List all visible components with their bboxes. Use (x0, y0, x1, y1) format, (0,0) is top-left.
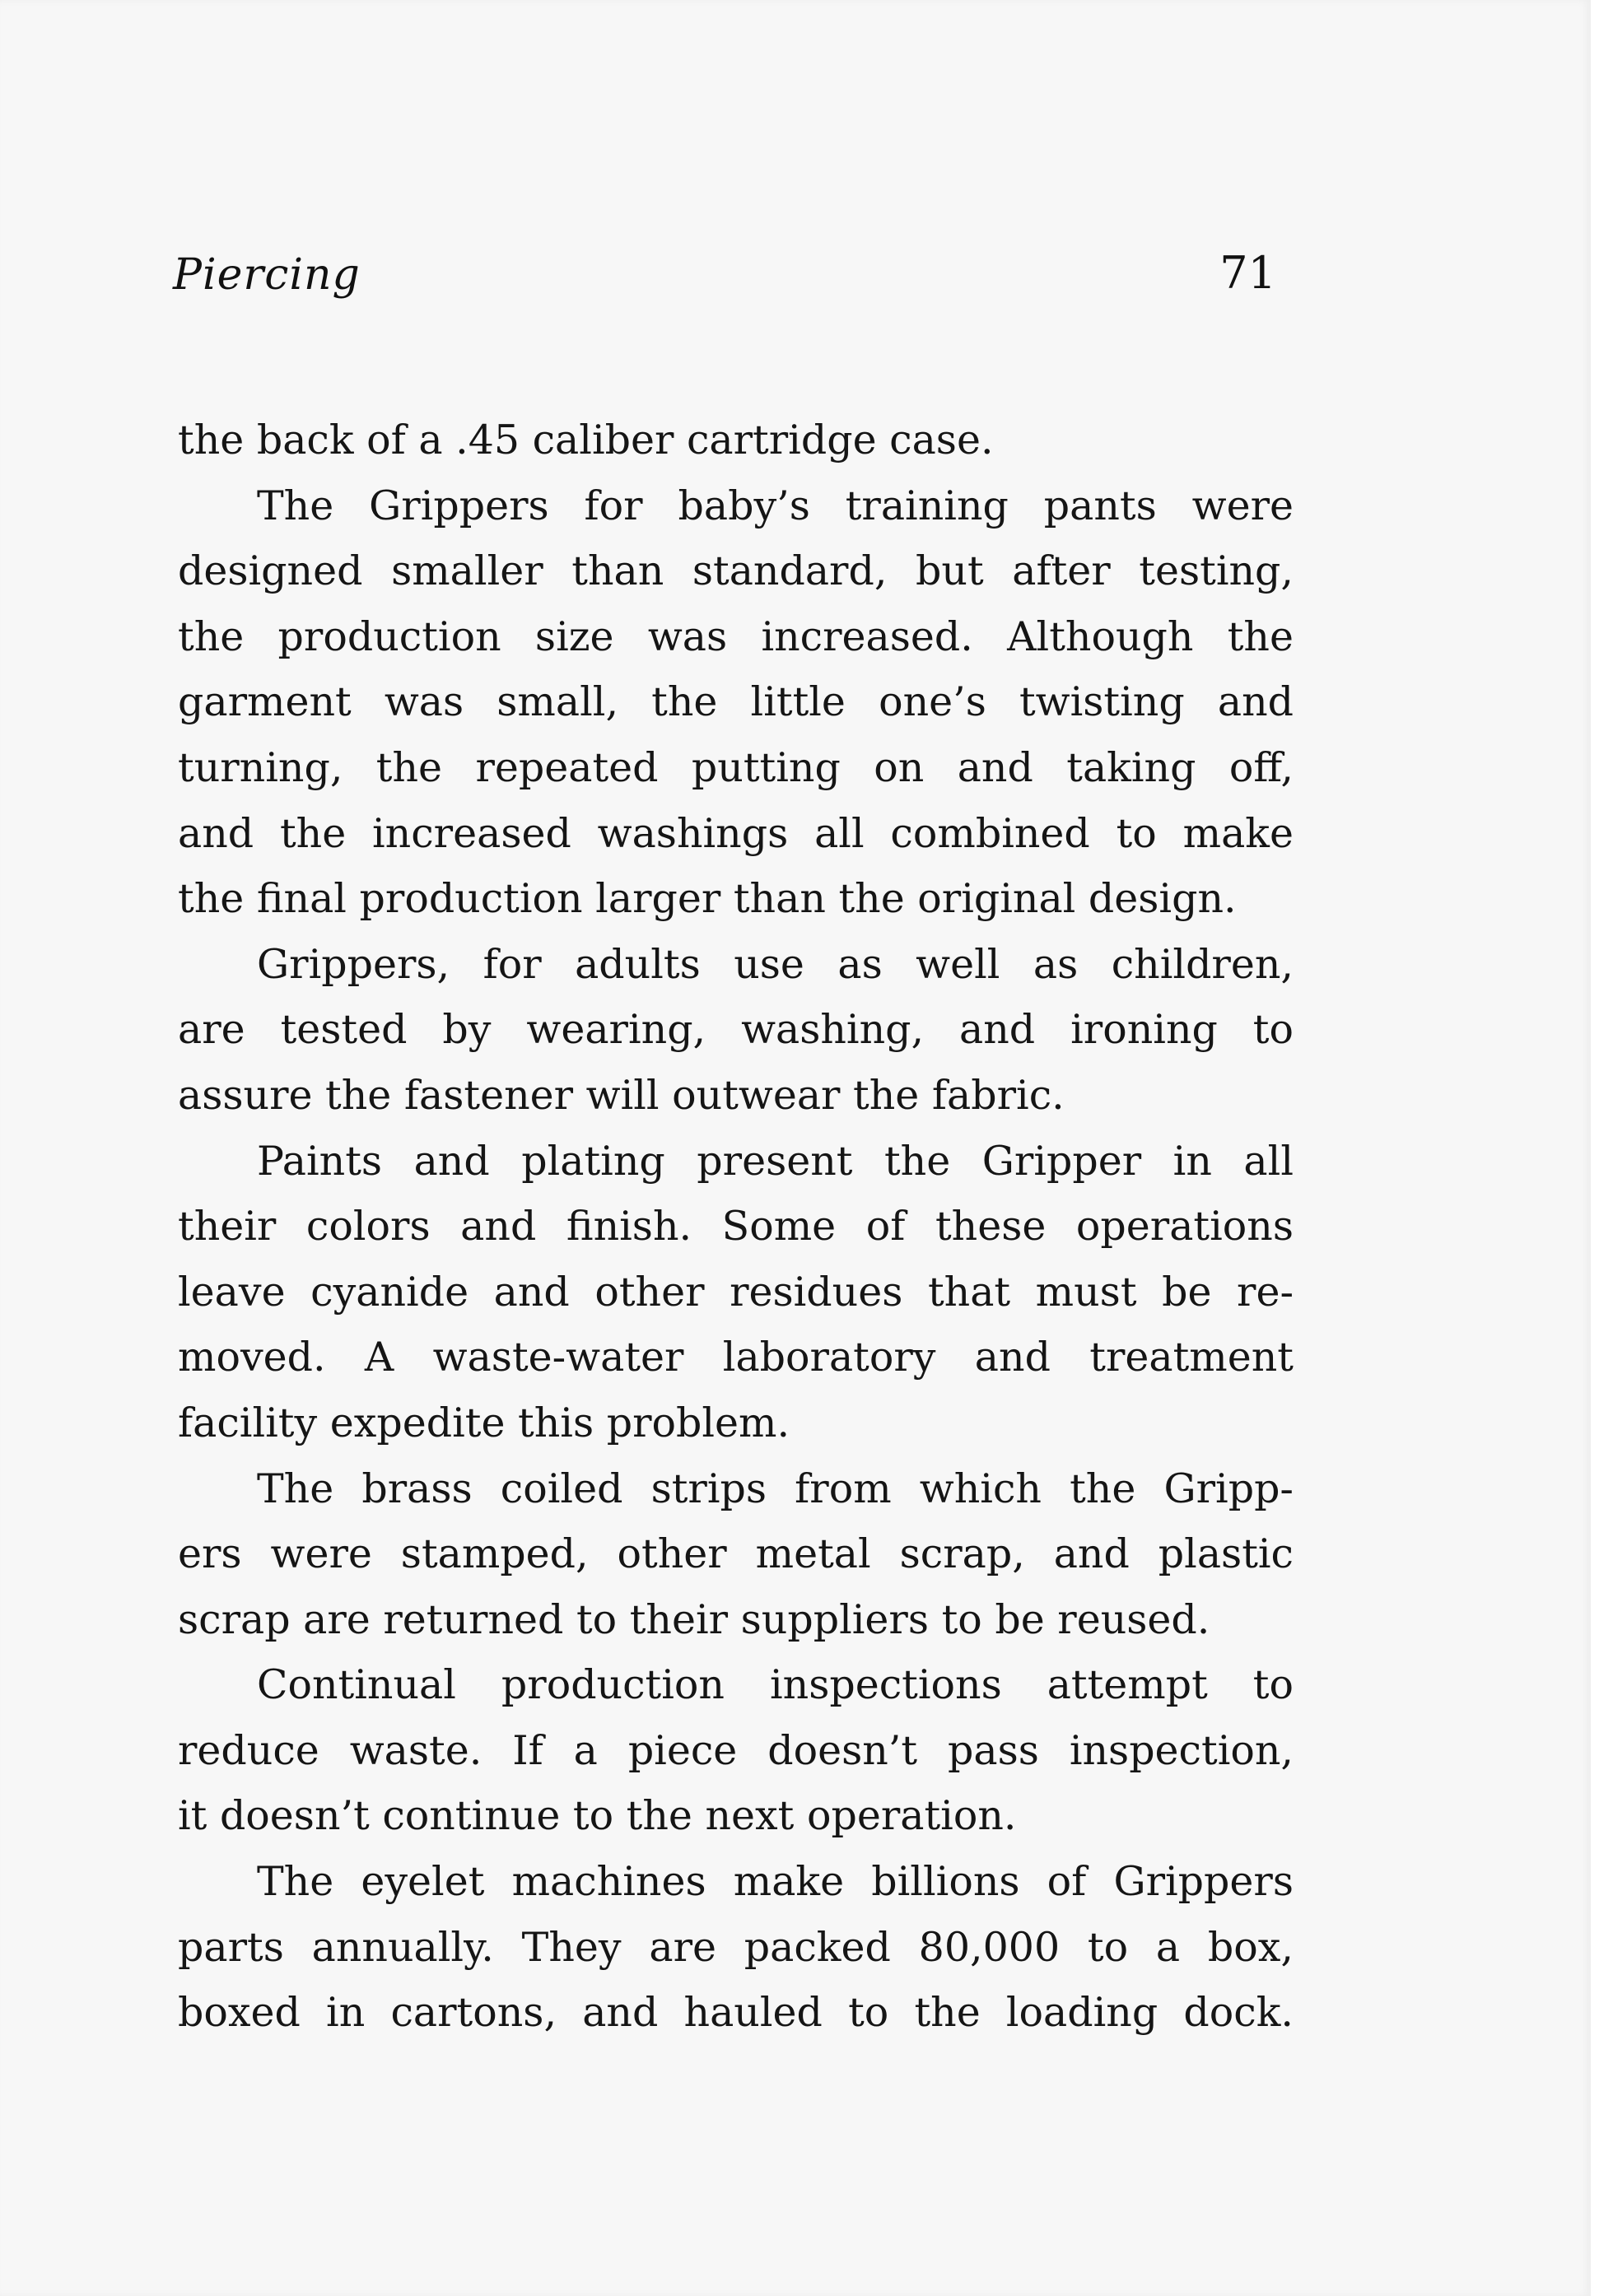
text-line: are tested by wearing, washing, and ironing to (178, 1006, 1294, 1054)
text-line: garment was small, the little one’s twisting and (178, 678, 1294, 726)
text-line: facility expedite this problem. (178, 1399, 790, 1446)
text-line: parts annually. They are packed 80,000 to a box, (178, 1923, 1294, 1971)
text-line: leave cyanide and other residues that must be re- (178, 1268, 1294, 1316)
text-line: ers were stamped, other metal scrap, and plastic (178, 1530, 1294, 1578)
page-number: 71 (1219, 247, 1276, 299)
text-line: moved. A waste-water laboratory and treatment (178, 1334, 1294, 1381)
text-line: assure the fastener will outwear the fabric. (178, 1071, 1065, 1119)
text-line: the production size was increased. Although the (178, 612, 1294, 660)
text-line: The Grippers for baby’s training pants were (257, 482, 1294, 529)
text-line: Paints and plating present the Gripper in all (257, 1137, 1294, 1185)
page-edge (1591, 0, 1613, 2296)
text-line: it doesn’t continue to the next operation. (178, 1792, 1017, 1840)
text-line: Grippers, for adults use as well as children, (257, 940, 1294, 988)
section-title: Piercing (173, 250, 361, 300)
text-line: the back of a .45 caliber cartridge case. (178, 417, 994, 463)
body-text (178, 408, 1294, 2046)
text-line: boxed in cartons, and hauled to the loading dock. (178, 1989, 1294, 2037)
text-line: and the increased washings all combined to make (178, 809, 1294, 857)
text-line: turning, the repeated putting on and taking off, (178, 743, 1294, 791)
text-line: The brass coiled strips from which the Gripp- (257, 1465, 1294, 1512)
running-head (173, 247, 1276, 321)
text-line: scrap are returned to their suppliers to be reused. (178, 1595, 1210, 1643)
text-line: designed smaller than standard, but after testing, (178, 547, 1294, 595)
text-line: Continual production inspections attempt to (257, 1661, 1294, 1709)
text-line: the final production larger than the original design. (178, 875, 1237, 923)
text-line: their colors and finish. Some of these operations (178, 1203, 1294, 1250)
text-line: The eyelet machines make billions of Grippers (257, 1858, 1294, 1906)
text-line: reduce waste. If a piece doesn’t pass inspection, (178, 1726, 1294, 1774)
